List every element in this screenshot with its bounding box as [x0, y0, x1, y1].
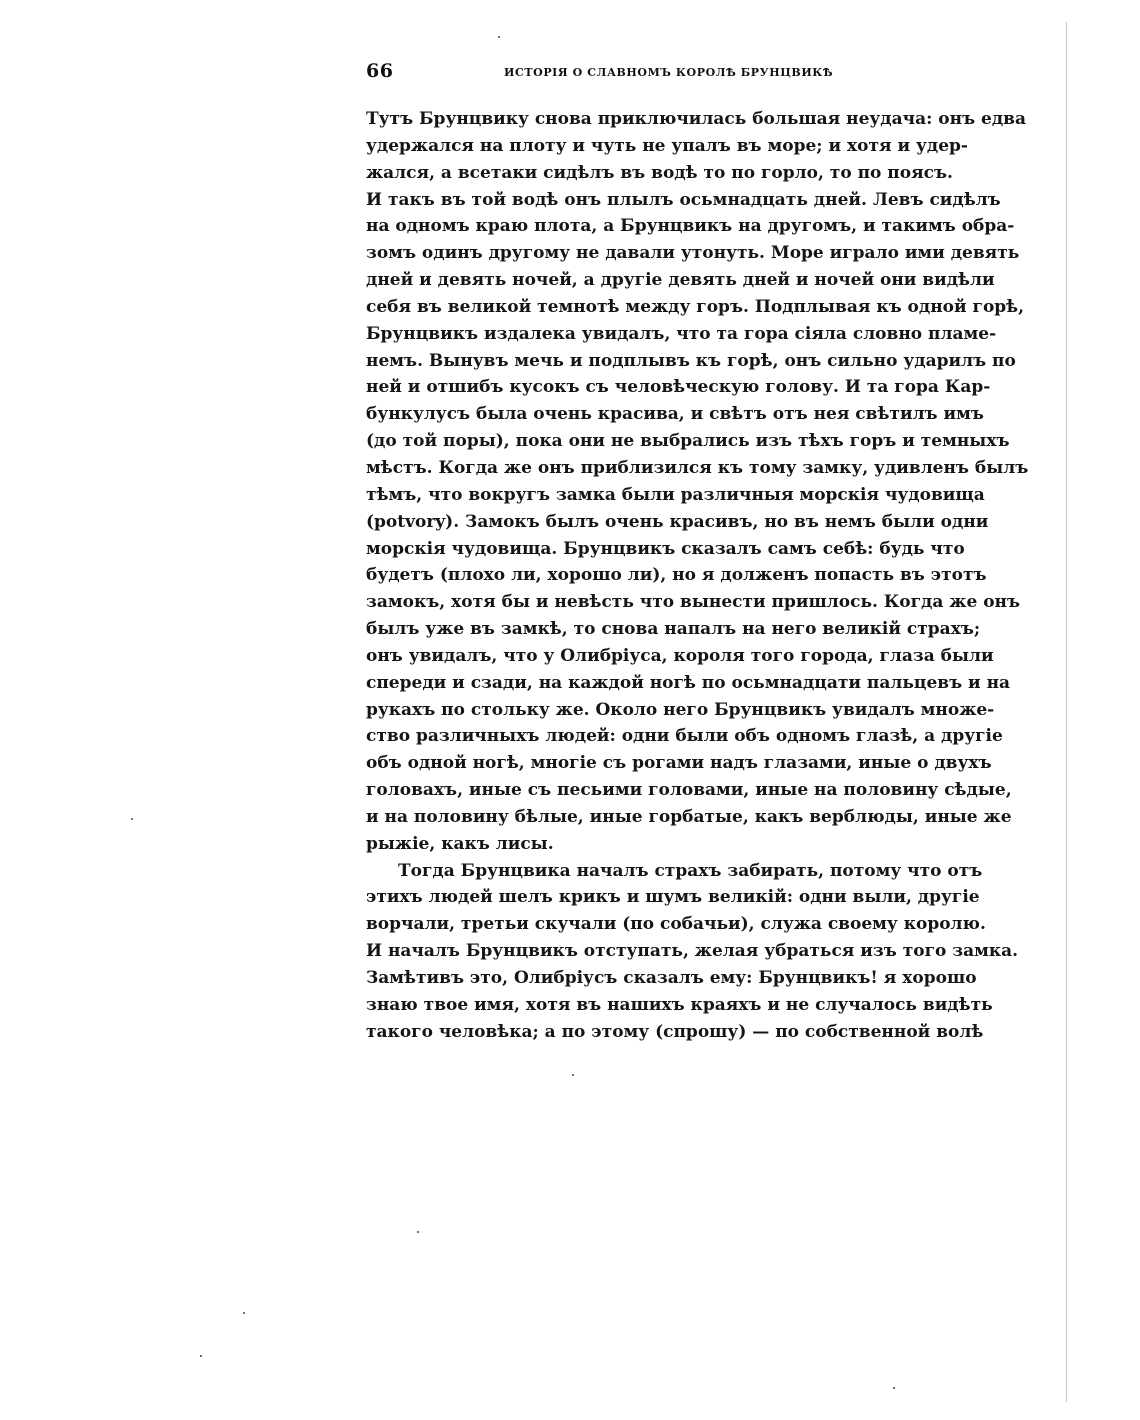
text-line: на одномъ краю плота, а Брунцвикъ на другомъ, и такимъ обра-: [366, 216, 1015, 237]
text-line: дней и девять ночей, а другіе девять дней и ночей они видѣли: [366, 270, 995, 291]
ink-speck: [243, 1312, 245, 1314]
text-line: рукахъ по стольку же. Около него Брунцвикъ увидалъ множе-: [366, 699, 995, 720]
text-line: жался, а всетаки сидѣлъ въ водѣ то по горло, то по поясъ.: [366, 162, 953, 183]
text-line: удержался на плоту и чуть не упалъ въ море; и хотя и удер-: [366, 135, 968, 156]
ink-speck: [572, 1074, 574, 1076]
running-title: ИСТОРІЯ О СЛАВНОМЪ КОРОЛѢ БРУНЦВИКѢ: [504, 66, 834, 79]
text-line: замокъ, хотя бы и невѣсть что вынести пришлось. Когда же онъ: [366, 592, 1021, 613]
text-line: Тутъ Брунцвику снова приключилась большая неудача: онъ едва: [366, 109, 1027, 129]
text-line: И такъ въ той водѣ онъ плылъ осьмнадцать дней. Левъ сидѣлъ: [366, 189, 1001, 210]
text-line: И началъ Брунцвикъ отступать, желая убраться изъ того замка.: [366, 941, 1019, 962]
text-line: онъ увидалъ, что у Олибріуса, короля того города, глаза были: [366, 645, 994, 666]
page-number: 66: [366, 60, 394, 82]
text-line: спереди и сзади, на каждой ногѣ по осьмнадцати пальцевъ и на: [366, 672, 1011, 693]
text-line: будетъ (плохо ли, хорошо ли), но я долженъ попасть въ этотъ: [366, 565, 987, 586]
page-edge-line: [1066, 22, 1067, 1402]
text-line: объ одной ногѣ, многіе съ рогами надъ глазами, иные о двухъ: [366, 753, 992, 774]
text-line: тѣмъ, что вокругъ замка были различныя морскія чудовища: [366, 484, 985, 505]
text-line: былъ уже въ замкѣ, то снова напалъ на него великій страхъ;: [366, 619, 981, 640]
text-line: зомъ одинъ другому не давали утонуть. Море играло ими девять: [366, 243, 1020, 264]
text-line: этихъ людей шелъ крикъ и шумъ великій: одни выли, другіе: [366, 887, 980, 908]
paragraph: [366, 858, 1019, 1046]
text-line: ней и отшибъ кусокъ съ человѣческую голову. И та гора Кар-: [366, 377, 991, 398]
text-line: ворчали, третьи скучали (по собачьи), служа своему королю.: [366, 914, 986, 935]
text-line: бункулусъ была очень красива, и свѣтъ отъ нея свѣтилъ имъ: [366, 404, 984, 425]
body-text: [366, 106, 1029, 1046]
ink-speck: [498, 36, 500, 38]
ink-speck: [131, 818, 133, 820]
text-line: мѣстъ. Когда же онъ приблизился къ тому замку, удивленъ былъ: [366, 457, 1029, 478]
paragraph: [366, 106, 1029, 858]
text-line: себя въ великой темнотѣ между горъ. Подплывая къ одной горѣ,: [366, 296, 1025, 317]
text-line: головахъ, иные съ песьими головами, иные на половину сѣдые,: [366, 780, 1012, 801]
text-line: и на половину бѣлые, иные горбатые, какъ верблюды, иные же: [366, 806, 1012, 827]
text-line: рыжіе, какъ лисы.: [366, 833, 554, 854]
text-line: (до той поры), пока они не выбрались изъ тѣхъ горъ и темныхъ: [366, 431, 1010, 452]
ink-speck: [200, 1355, 202, 1357]
text-line: знаю твое имя, хотя въ нашихъ краяхъ и не случалось видѣть: [366, 994, 993, 1015]
text-line: Тогда Брунцвика началъ страхъ забирать, потому что отъ: [398, 860, 983, 881]
text-line: ство различныхъ людей: одни были объ одномъ глазѣ, а другіе: [366, 726, 1003, 747]
text-line: Замѣтивъ это, Олибріусъ сказалъ ему: Брунцвикъ! я хорошо: [366, 968, 977, 988]
text-line: Брунцвикъ издалека увидалъ, что та гора сіяла словно пламе-: [366, 323, 997, 344]
ink-speck: [417, 1231, 419, 1233]
page-header: [366, 60, 918, 86]
text-line: (potvory). Замокъ былъ очень красивъ, но въ немъ были одни: [366, 511, 989, 532]
text-line: морскія чудовища. Брунцвикъ сказалъ самъ себѣ: будь что: [366, 538, 965, 559]
text-line: такого человѣка; а по этому (спрошу) — по собственной волѣ: [366, 1021, 984, 1042]
text-line: немъ. Вынувъ мечь и подплывъ къ горѣ, онъ сильно ударилъ по: [366, 350, 1016, 371]
ink-speck: [893, 1387, 895, 1389]
